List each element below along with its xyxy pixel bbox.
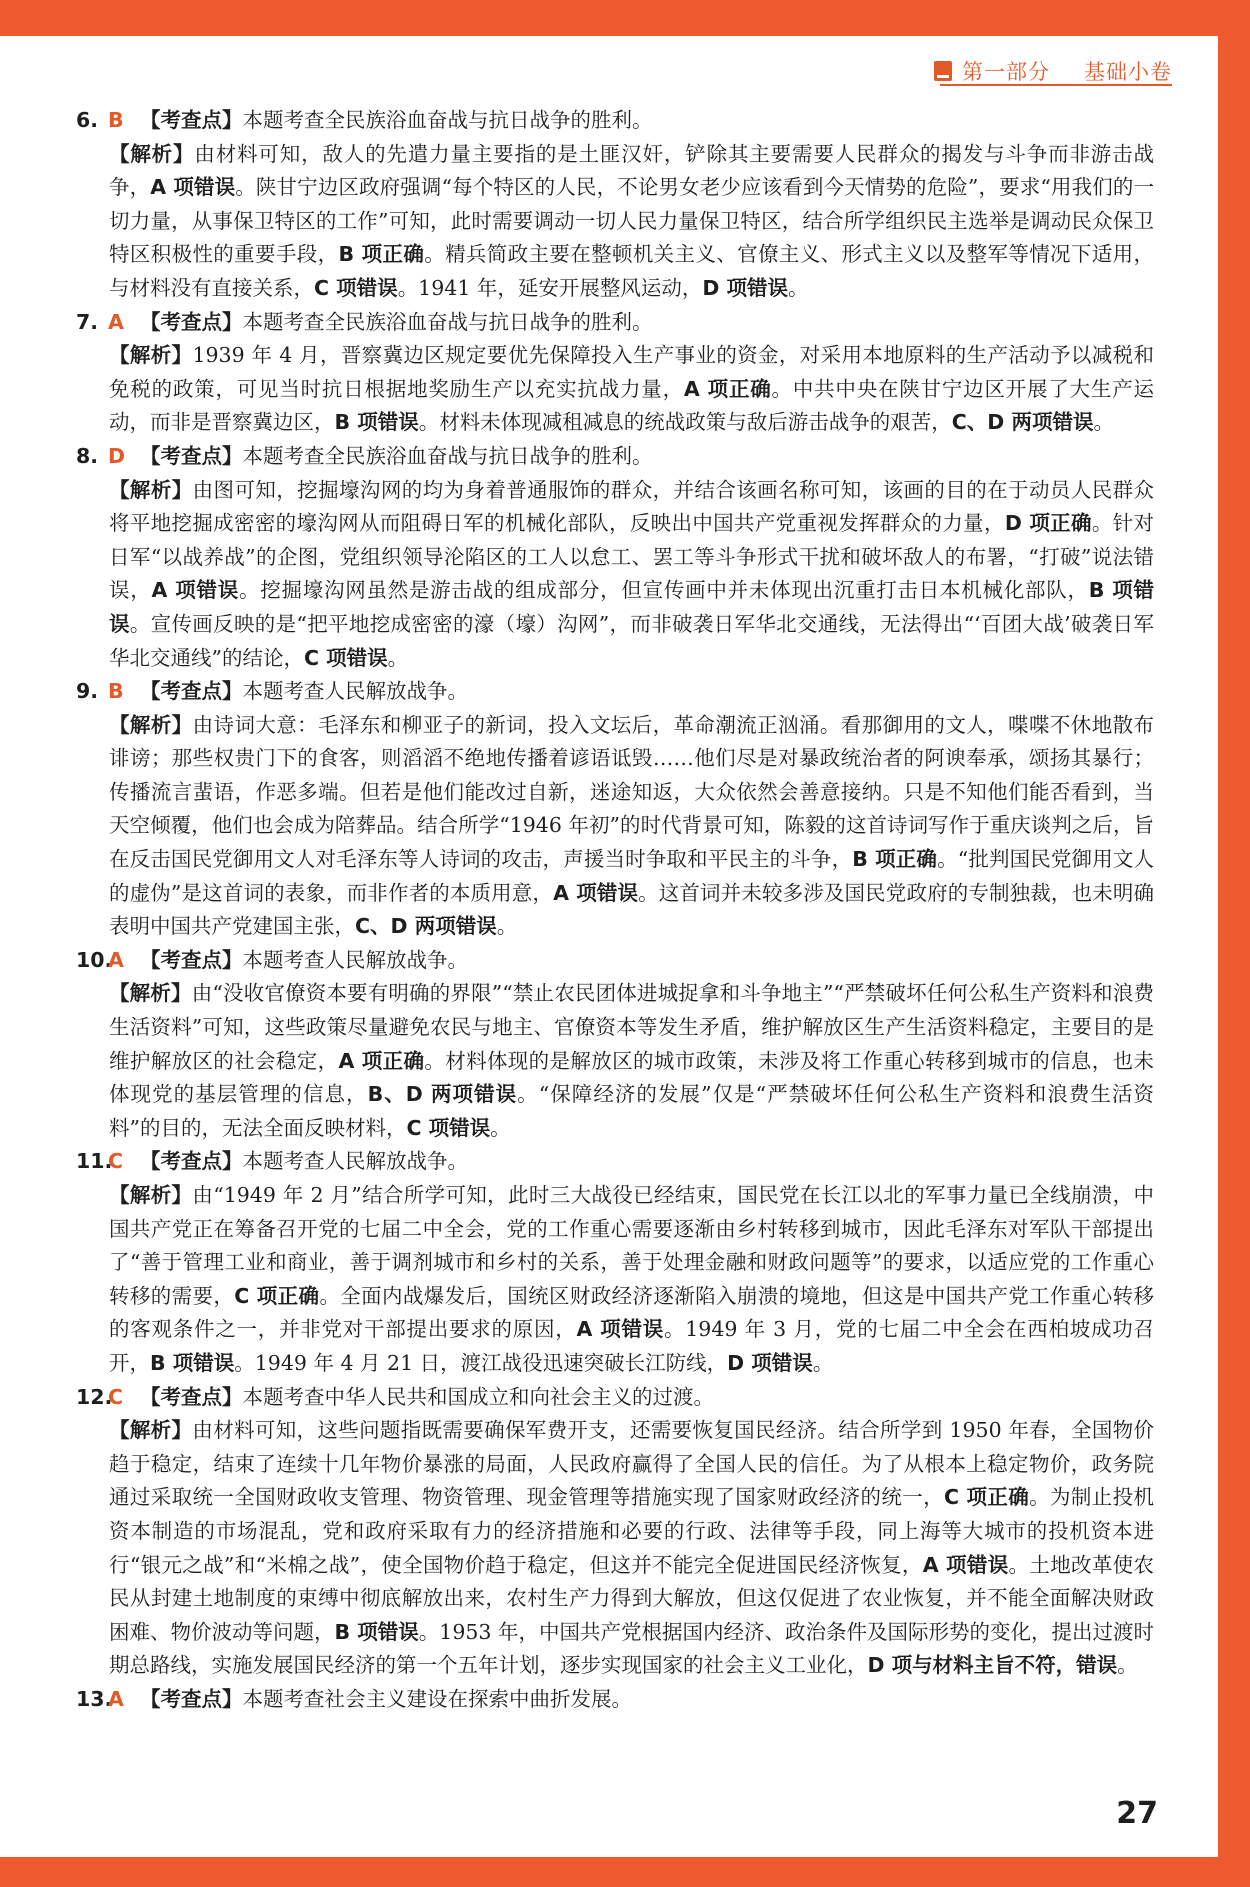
analysis-text: 。1953 年，中国共产党根据国内经济、政治条件及国际形势的变化，提出过渡时期总路线，实施发展国民经济的第一个五年计划，逐步实现国家的社会主义工业化， [109,1619,1155,1678]
analysis-text: 由“1949 年 2 月”结合所学可知，此时三大战役已经结束，国民党在长江以北的军事力量已全线崩溃，中国共产党正在筹备召开党的七届二中全会，党的工作重心需要逐渐由乡村转移到城市，因此毛泽东对军队干部提出了“善于管理工业和商业，善于调剂城市和乡村的关系，善于处理金融和财政问题等”的要求，以适应党的工作重心转移的需要， [109,1183,1154,1308]
verdict-text: D 项错误 [702,275,789,300]
point-tag: 【考查点】 [140,108,243,132]
answer-item [76,440,1154,675]
answer-item [76,944,1154,1146]
analysis-text: 。土地改革使农民从封建土地制度的束缚中彻底解放出来，农村生产力得到大解放，但这仅促进了农业恢复，并不能全面解决财政困难、物价波动等问题， [109,1552,1154,1644]
analysis-text: 1939 年 4 月，晋察冀边区规定要优先保障投入生产事业的资金，对采用本地原料的生产活动予以减税和免税的政策，可见当时抗日根据地奖励生产以充实抗战力量， [109,343,1154,401]
analysis-tag: 【解析】 [109,141,195,166]
point-tag: 【考查点】 [140,679,243,704]
analysis-text: 由“没收官僚资本要有明确的界限”“禁止农民团体进城捉拿和斗争地主”“严禁破坏任何公私生产资料和浪费生活资料”可知，这些政策尽量避免农民与地主、官僚资本等发生矛盾，维护解放区生产生活资料稳定，主要目的是维护解放区的社会稳定， [109,981,1154,1073]
analysis-tag: 【解析】 [109,1183,193,1207]
analysis-text: 由图可知，挖掘壕沟网的均为身着普通服饰的群众，并结合该画名称可知，该画的目的在于动员人民群众将平地挖掘成密密的壕沟网从而阻碍日军的机械化部队，反映出中国共产党重视发挥群众的力量， [109,477,1155,536]
answer-content [76,104,1154,1717]
point-text: 本题考查人民解放战争。 [242,1149,468,1174]
analysis-text: 。 [1117,1653,1138,1678]
answer-letter: C [108,1384,124,1409]
point-text: 本题考查中华人民共和国成立和向社会主义的过渡。 [242,1384,714,1409]
question-number: 12. [76,1384,113,1409]
question-number: 7. [76,309,99,334]
analysis-text: 。为制止投机资本制造的市场混乱，党和政府采取有力的经济措施和必要的行政、法律等手段，同上海等大城市的投机资本进行“银元之战”和“米棉之战”，使全国物价趋于稳定，但这并不能完全促进国民经济恢复， [109,1485,1155,1577]
book-icon [934,61,952,81]
verdict-text: D 项与材料主旨不符，错误 [867,1653,1118,1678]
verdict-text: B 项正确 [338,242,425,267]
answer-letter: C [108,1149,124,1174]
verdict-text: C 项错误 [303,645,388,670]
analysis-text: 。精兵简政主要在整顿机关主义、官僚主义、形式主义以及整军等情况下适用，与材料没有直接关系， [109,242,1155,300]
verdict-text: B 项错误 [150,1350,235,1375]
point-tag: 【考查点】 [140,1686,243,1711]
question-line [76,1381,1154,1415]
point-text: 本题考查人民解放战争。 [242,947,468,972]
verdict-text: A 项正确 [338,1048,425,1073]
analysis-paragraph [109,474,1154,676]
answer-letter: B [108,108,124,132]
answer-letter: A [108,309,124,334]
verdict-text: C、D 两项错误 [951,410,1094,435]
verdict-text: D 项错误 [727,1350,813,1375]
analysis-paragraph [109,977,1154,1145]
analysis-text: 。挖掘壕沟网虽然是游击战的组成部分，但宣传画中并未体现出沉重打击日本机械化部队， [238,578,1089,603]
section-header [934,56,1172,86]
analysis-text: 。中共中央在陕甘宁边区开展了大生产运动，而非是晋察冀边区， [109,376,1154,435]
analysis-text: 。 [387,645,409,670]
bottom-border [0,1857,1250,1887]
answer-item [76,1381,1154,1683]
analysis-paragraph [109,1414,1154,1683]
point-text: 本题考查人民解放战争。 [242,679,468,704]
question-line [76,675,1154,709]
answer-letter: B [108,679,124,704]
analysis-paragraph [109,339,1154,440]
answer-letter: A [108,947,124,972]
analysis-tag: 【解析】 [109,1418,193,1443]
answer-letter: A [108,1686,124,1711]
analysis-text: 。 [1093,410,1114,435]
point-tag: 【考查点】 [140,947,243,972]
analysis-text: 。 [496,914,518,939]
point-tag: 【考查点】 [140,1149,243,1174]
analysis-text: 。 [812,1350,834,1375]
verdict-text: C 项正确 [234,1283,320,1308]
analysis-tag: 【解析】 [109,712,193,737]
question-number: 8. [76,443,99,468]
verdict-text: C 项错误 [406,1115,491,1140]
answer-item [76,104,1154,306]
question-line [76,306,1154,340]
point-text: 本题考查全民族浴血奋战与抗日战争的胜利。 [242,443,653,468]
point-text: 本题考查社会主义建设在探索中曲折发展。 [242,1686,632,1711]
page-number: 27 [1116,1796,1158,1831]
header-underline [940,84,1172,86]
analysis-text: 由材料可知，敌人的先遣力量主要指的是土匪汉奸，铲除其主要需要人民群众的揭发与斗争而非游击战争， [109,141,1154,200]
question-number: 6. [76,108,99,132]
answer-item [76,1145,1154,1380]
analysis-text: 。针对日军“以战养战”的企图，党组织领导沦陷区的工人以怠工、罢工等斗争形式干扰和破坏敌人的布署，“打破”说法错误， [109,511,1155,603]
verdict-text: B 项正确 [852,847,938,872]
analysis-text: 。1949 年 3 月，党的七届二中全会在西柏坡成功召开， [109,1317,1154,1375]
verdict-text: A 项错误 [922,1552,1009,1577]
question-number: 13. [76,1686,113,1711]
analysis-text: 由诗词大意：毛泽东和柳亚子的新词，投入文坛后，革命潮流正汹涌。看那御用的文人，喋喋不休地散布诽谤；那些权贵门下的食客，则滔滔不绝地传播着谚语诋毁……他们尽是对暴政统治者的阿谀奉承，颂扬其暴行；传播流言蜚语，作恶多端。但若是他们能改过自新，迷途知返，大众依然会善意接纳。只是不知他们能否看到，当天空倾覆，他们也会成为陪葬品。结合所学“1946 年初”的时代背景可知，陈毅的这首诗词写作于重庆谈判之后，旨在反击国民党御用文人对毛泽东等人诗词的攻击，声援当时争取和平民主的斗争， [109,712,1155,872]
verdict-text: B 项错误 [109,578,1155,636]
analysis-paragraph [109,709,1154,944]
analysis-text: 由材料可知，这些问题指既需要确保军费开支，还需要恢复国民经济。结合所学到 1950 年春，全国物价趋于稳定，结束了连续十几年物价暴涨的局面，人民政府赢得了全国人民的信任。为了从根本上稳定物价，政务院通过采取统一全国财政收支管理、物资管理、现金管理等措施实现了国家财政经济的统一， [109,1418,1154,1510]
analysis-text: 。1949 年 4 月 21 日，渡江战役迅速突破长江防线， [234,1350,728,1375]
answer-item [76,675,1154,944]
verdict-text: B 项错误 [334,1619,419,1644]
point-tag: 【考查点】 [140,443,243,468]
analysis-text: 。“保障经济的发展”仅是“严禁破坏任何公私生产资料和浪费生活资料”的目的，无法全面反映材料， [109,1082,1154,1140]
point-text: 本题考查全民族浴血奋战与抗日战争的胜利。 [242,108,653,132]
question-number: 9. [76,679,99,704]
question-line [76,104,1154,138]
verdict-text: D 项正确 [1004,511,1092,536]
question-number: 11. [76,1149,113,1174]
analysis-text: 。陕甘宁边区政府强调“每个特区的人民，不论男女老少应该看到今天情势的危险”，要求“用我们的一切力量，从事保卫特区的工作”可知，此时需要调动一切人民力量保卫特区，结合所学组织民主选举是调动民众保卫特区积极性的重要手段， [109,175,1154,267]
verdict-text: C、D 两项错误 [355,914,497,939]
question-number: 10. [76,947,113,972]
question-line [76,944,1154,978]
verdict-text: A 项错误 [151,578,239,603]
question-line [76,1145,1154,1179]
analysis-tag: 【解析】 [109,981,192,1006]
question-line [76,440,1154,474]
point-text: 本题考查全民族浴血奋战与抗日战争的胜利。 [242,309,653,334]
analysis-text: 。宣传画反映的是“把平地挖成密密的濠（壕）沟网”，而非破袭日军华北交通线，无法得出“‘百团大战’破袭日军华北交通线”的结论， [109,611,1154,670]
analysis-text: 。这首词并未较多涉及国民党政府的专制独裁，也未明确表明中国共产党建国主张， [109,880,1154,939]
verdict-text: A 项错误 [553,880,639,905]
verdict-text: A 项错误 [150,175,236,200]
answer-letter: D [108,443,126,468]
right-border [1218,0,1250,1887]
point-tag: 【考查点】 [140,1384,243,1409]
answer-item [76,306,1154,440]
analysis-text: 。 [788,275,809,300]
analysis-paragraph [109,1179,1154,1381]
answer-item [76,1683,1154,1717]
analysis-text: 。材料未体现减租减息的统战政策与敌后游击战争的艰苦， [418,410,952,435]
analysis-text: 。 [490,1115,511,1140]
top-border [0,0,1250,36]
analysis-text: 。材料体现的是解放区的城市政策，未涉及将工作重心转移到城市的信息，也未体现党的基层管理的信息， [109,1048,1155,1107]
section-label: 第一部分 [962,60,1050,84]
analysis-text: 。“批判国民党御用文人的虚伪”是这首词的表象，而非作者的本质用意， [109,847,1154,905]
analysis-text: 。全面内战爆发后，国统区财政经济逐渐陷入崩溃的境地，但这是中国共产党工作重心转移的客观条件之一，并非党对干部提出要求的原因， [109,1283,1155,1342]
verdict-text: B 项错误 [334,410,419,435]
verdict-text: B、D 两项错误 [367,1082,518,1107]
verdict-text: A 项正确 [683,376,772,401]
verdict-text: A 项错误 [576,1317,664,1342]
section-title: 基础小卷 [1084,60,1172,84]
analysis-text: 。1941 年，延安开展整风运动， [397,275,703,300]
analysis-tag: 【解析】 [109,477,193,502]
analysis-paragraph [109,138,1154,306]
analysis-tag: 【解析】 [109,343,193,368]
verdict-text: C 项错误 [314,275,398,300]
verdict-text: C 项正确 [943,1485,1030,1510]
question-line [76,1683,1154,1717]
point-tag: 【考查点】 [140,309,243,334]
